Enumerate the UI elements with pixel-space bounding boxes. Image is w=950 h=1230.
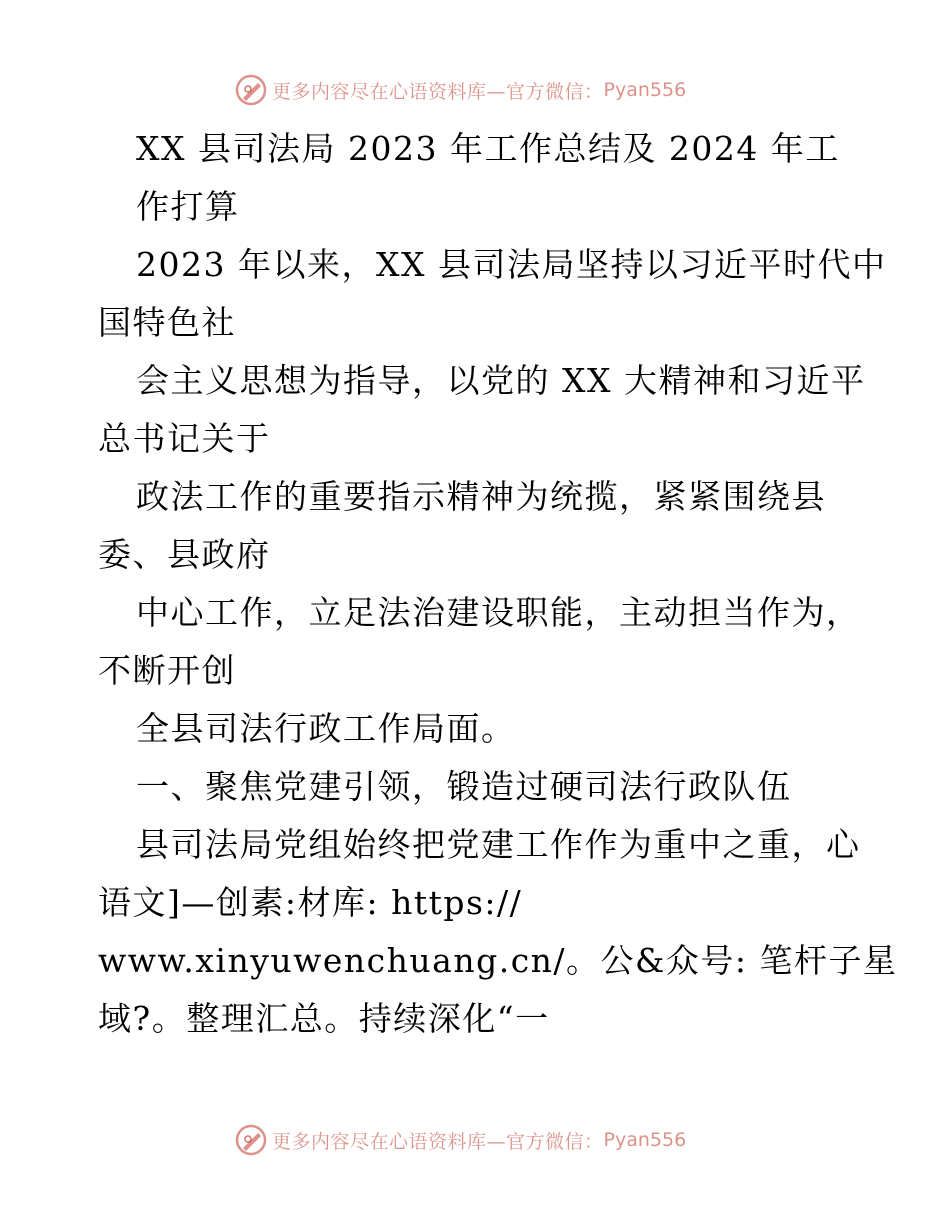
paragraph-line: 不断开创 <box>98 651 236 690</box>
document-body <box>98 120 898 1048</box>
paragraph-line: 语文]—创素:材库: https:// <box>98 883 523 922</box>
watermark-text: 更多内容尽在心语资料库—官方微信： <box>272 80 604 103</box>
pen-logo-icon <box>234 1123 268 1157</box>
paragraph-line: 域?。整理汇总。持续深化“一 <box>98 999 550 1038</box>
footer-watermark <box>234 1122 686 1158</box>
document-title: XX 县司法局 2023 年工作总结及 2024 年工 <box>136 129 840 168</box>
paragraph-line: 委、县政府 <box>98 535 271 574</box>
section-heading: 一、聚焦党建引领，锻造过硬司法行政队伍 <box>136 767 792 806</box>
paragraph-line: 会主义思想为指导，以党的 XX 大精神和习近平 <box>136 361 866 400</box>
paragraph-line: 全县司法行政工作局面。 <box>136 709 516 748</box>
watermark-contact: Pyan556 <box>603 79 687 101</box>
paragraph-line: 政法工作的重要指示精神为统揽，紧紧围绕县 <box>136 477 826 516</box>
paragraph-line: 县司法局党组始终把党建工作作为重中之重，心 <box>136 825 861 864</box>
paragraph-line: 总书记关于 <box>98 419 271 458</box>
watermark-text: 更多内容尽在心语资料库—官方微信： <box>272 1130 604 1153</box>
document-title-continued: 作打算 <box>136 187 240 226</box>
paragraph-line: 中心工作，立足法治建设职能，主动担当作为， <box>136 593 861 632</box>
paragraph-line: 国特色社 <box>98 303 236 342</box>
watermark-contact: Pyan556 <box>603 1129 687 1151</box>
pen-logo-icon <box>234 73 268 107</box>
header-watermark <box>234 72 686 108</box>
paragraph-line: 2023 年以来，XX 县司法局坚持以习近平时代中 <box>136 245 887 284</box>
paragraph-line: www.xinyuwenchuang.cn/。公&众号: 笔杆子星 <box>98 941 898 980</box>
